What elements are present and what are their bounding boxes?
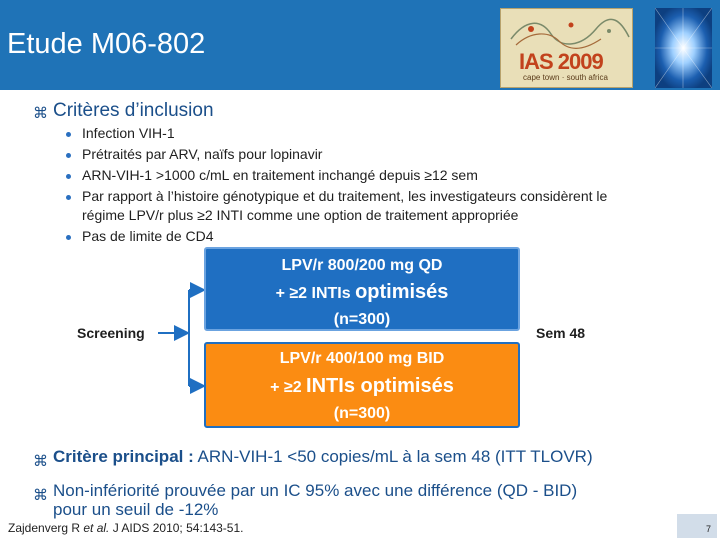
inclusion-item-continuation: régime LPV/r plus ≥2 INTI comme une option de traitement appropriée <box>82 207 519 223</box>
inclusion-heading: Critères d’inclusion <box>53 100 214 121</box>
arm-qd-regimen: LPV/r 800/200 mg QD <box>281 257 443 274</box>
arm-qd-n: (n=300) <box>333 311 391 328</box>
page-title: Etude M06-802 <box>7 28 206 60</box>
inclusion-item: Prétraités par ARV, naïfs pour lopinavir <box>82 146 323 162</box>
arm-bid-backbone-emph: INTIs optimisés <box>306 375 454 397</box>
ias-logo-text: IAS 2009 <box>519 49 603 74</box>
z-bullet-icon: ⌘ <box>33 104 48 122</box>
arm-qd-backbone <box>206 281 518 304</box>
week-48-label: Sem 48 <box>536 325 586 341</box>
noninferiority-line-1: Non-infériorité prouvée par un IC 95% avec une différence (QD - BID) <box>53 481 578 500</box>
arm-bid-backbone <box>206 375 518 398</box>
page-number: 7 <box>677 514 717 538</box>
arm-bid-backbone-prefix: + ≥2 <box>270 379 307 396</box>
primary-endpoint <box>53 447 593 467</box>
noninferiority-line-2: pour un seuil de -12% <box>53 500 219 519</box>
primary-endpoint-label: Critère principal : <box>53 447 194 466</box>
z-bullet-icon: ⌘ <box>33 452 48 470</box>
reference-citation <box>8 521 243 535</box>
arm-bid-regimen: LPV/r 400/100 mg BID <box>279 350 445 367</box>
ias-logo-subtext: cape town · south africa <box>523 73 608 82</box>
z-bullet-icon: ⌘ <box>33 486 48 504</box>
arm-qd-box <box>204 247 520 331</box>
arm-bid-box <box>204 342 520 428</box>
inclusion-item: Infection VIH-1 <box>82 125 175 141</box>
inclusion-item: Par rapport à l’histoire génotypique et du traitement, les investigateurs considèrent le <box>82 188 608 204</box>
screening-label: Screening <box>77 325 145 341</box>
inclusion-item: Pas de limite de CD4 <box>82 228 214 244</box>
primary-endpoint-text: ARN-VIH-1 <50 copies/mL à la sem 48 (ITT TLOVR) <box>193 447 593 466</box>
reference-journal: J AIDS 2010; 54:143-51. <box>109 521 244 535</box>
arm-qd-backbone-prefix: + ≥2 INTIs <box>275 285 356 302</box>
inclusion-item: ARN-VIH-1 >1000 c/mL en traitement inchangé depuis ≥12 sem <box>82 167 478 183</box>
arm-qd-backbone-emph: optimisés <box>355 281 449 303</box>
reference-etal: et al. <box>83 521 110 535</box>
arm-bid-n: (n=300) <box>333 405 391 422</box>
reference-authors: Zajdenverg R <box>8 521 84 535</box>
